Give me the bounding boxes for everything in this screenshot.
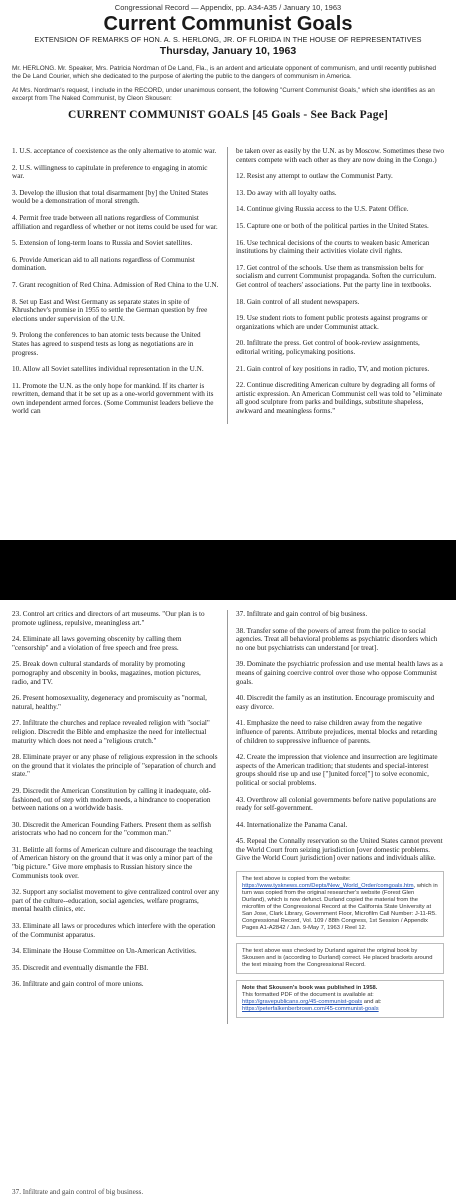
- goal-item: 10. Allow all Soviet satellites individual representation in the U.N.: [12, 365, 204, 374]
- intro-paragraph-2: At Mrs. Nordman's request, I include in the RECORD, under unanimous consent, the following "Current Communist Goals," which she identifies as an excerpt from The Naked Communist, by Cleon Skousen:: [12, 87, 435, 102]
- page-separator: [0, 540, 456, 600]
- goal-item: 43. Overthrow all colonial governments before native populations are ready for self-government.: [236, 795, 437, 813]
- source-note-lead: The text above is copied from the website:: [242, 876, 351, 883]
- goal-item: 39. Dominate the psychiatric profession and use mental health laws as a means of gaining coercive control over those who oppose Communist goals.: [236, 660, 443, 686]
- source-note-body: , which in turn was copied from the original researcher's website (Forest Glen Durland), which is now defunct. Durland copied the material from the microfilm of the Congressional Record at the California State University at San Jose, Clark Library, Government Floor, Microfilm Call Number: J-11-R5. Congressional Record, Vol. 109 / 88th Congress, 1st Session / Appendix Pages A1-A2842 / Jan. 9-May 7, 1963 / Reel 12.: [242, 883, 438, 932]
- goal-item: 33. Eliminate all laws or procedures which interfere with the operation of the Communist apparatus.: [12, 922, 216, 939]
- intro-paragraph-1: Mr. HERLONG. Mr. Speaker, Mrs. Patricia Nordman of De Land, Fla., is an ardent and articulate opponent of communism, and until recently published the De Land Courier, which she dedicated to the purpose of alerting the public to the dangers of communism in America.: [12, 65, 437, 80]
- page-2: [0, 600, 456, 1200]
- page-2-left-column: [12, 610, 228, 1024]
- source-note: [236, 871, 444, 937]
- goal-item: 31. Belittle all forms of American culture and discourage the teaching of American history on the ground that it was only a minor part of the "big picture." Give more emphasis to Russian history since the Communists took over.: [12, 845, 213, 880]
- goal-item: 18. Gain control of all student newspapers.: [236, 297, 360, 306]
- goal-item: 9. Prolong the conferences to ban atomic tests because the United States has agreed to suspend tests as long as negotiations are in progress.: [12, 331, 201, 357]
- publication-note-line: This formatted PDF of the document is available at:: [242, 992, 374, 999]
- page-2-right-goals: [236, 610, 444, 863]
- page-1-right-column: [228, 147, 444, 424]
- goal-item: 6. Provide American aid to all nations regardless of Communist domination.: [12, 255, 195, 273]
- goal-item: 26. Present homosexuality, degeneracy and promiscuity as "normal, natural, healthy.": [12, 694, 207, 711]
- goal-item: 34. Eliminate the House Committee on Un-American Activities.: [12, 947, 197, 956]
- goal-item: 19. Use student riots to foment public protests against programs or organizations which are under Communist attack.: [236, 314, 428, 331]
- goal-item: 20. Infiltrate the press. Get control of book-review assignments, editorial writing, policymaking positions.: [236, 339, 420, 356]
- goal-item: 8. Set up East and West Germany as separate states in spite of Khrushchev's promise in 1955 to settle the German question by free elections under supervision of the U.N.: [12, 297, 208, 323]
- goal-item: 11. Promote the U.N. as the only hope for mankind. If its charter is rewritten, demand that it be set up as a one-world government with its own independent armed forces. (Some Communist leaders believe the world can: [12, 381, 214, 416]
- goal-item: 27. Infiltrate the churches and replace revealed religion with "social" religion. Discredit the Bible and emphasize the need for intellectual maturity which does not need a "religious crutch.": [12, 719, 210, 745]
- goal-item: 44. Internationalize the Panama Canal.: [236, 820, 348, 829]
- goal-item: 32. Support any socialist movement to give centralized control over any part of the culture--education, social agencies, welfare programs, mental health clinics, etc.: [12, 888, 219, 914]
- page-1-columns: [12, 147, 444, 424]
- goal-item: 42. Create the impression that violence and insurrection are legitimate aspects of the American tradition; that students and special-interest groups should rise up and use ["]united force["] to solve economic, political or social problems.: [236, 753, 438, 787]
- goal-item: 2. U.S. willingness to capitulate in preference to engaging in atomic war.: [12, 163, 208, 181]
- page-2-columns: [12, 610, 444, 1024]
- goal-item: be taken over as easily by the U.N. as by Moscow. Sometimes these two centers compete with each other as they are now doing in the Congo.): [236, 147, 444, 164]
- cut-off-line: 37. Infiltrate and gain control of big business.: [12, 1188, 144, 1196]
- goal-item: 25. Break down cultural standards of morality by promoting pornography and obscenity in books, magazines, motion pictures, radio, and TV.: [12, 660, 201, 686]
- goal-item: 16. Use technical decisions of the courts to weaken basic American institutions by claiming their activities violate civil rights.: [236, 238, 430, 256]
- source-link[interactable]: https://www.tysknews.com/Depts/New_World_Order/comgoals.htm: [242, 883, 414, 890]
- goal-item: 24. Eliminate all laws governing obscenity by calling them "censorship" and a violation of free speech and free press.: [12, 635, 182, 652]
- goals-heading: CURRENT COMMUNIST GOALS [45 Goals - See Back Page]: [67, 109, 389, 121]
- pdf-link-2[interactable]: https://peterfalkenberbrown.com/45-communist-goals: [242, 1006, 379, 1013]
- intro: [0, 65, 456, 103]
- goal-item: 37. Infiltrate and gain control of big business.: [236, 610, 368, 618]
- page-title: Current Communist Goals: [103, 13, 353, 35]
- publication-note-and: and at:: [362, 999, 382, 1006]
- goal-item: 22. Continue discrediting American culture by degrading all forms of artistic expression. An American Communist cell was told to "eliminate all good sculpture from parks and buildings, substitute shapeless, awkward and meaningless forms.": [236, 381, 443, 415]
- record-citation: Congressional Record — Appendix, pp. A34-A35 / January 10, 1963: [114, 3, 342, 12]
- goal-item: 3. Develop the illusion that total disarmament [by] the United States would be a demonstration of moral strength.: [12, 188, 209, 206]
- goal-item: 40. Discredit the family as an institution. Encourage promiscuity and easy divorce.: [236, 694, 435, 711]
- goal-item: 13. Do away with all loyalty oaths.: [236, 188, 337, 197]
- publication-note-heading: Note that Skousen's book was published in 1958.: [242, 985, 378, 992]
- remarks-subtitle: EXTENSION OF REMARKS OF HON. A. S. HERLONG, JR. OF FLORIDA IN THE HOUSE OF REPRESENTATIVES: [34, 35, 422, 44]
- verification-note: The text above was checked by Durland against the original book by Skousen and is (according to Durland) correct. He placed brackets around the text missing from the Congressional Record.: [236, 943, 444, 974]
- goal-item: 41. Emphasize the need to raise children away from the negative influence of parents. Attribute prejudices, mental blocks and retarding of children to suppressive influence of parents.: [236, 719, 438, 745]
- goal-item: 30. Discredit the American Founding Fathers. Present them as selfish aristocrats who had no concern for the "common man.": [12, 820, 212, 838]
- goal-item: 29. Discredit the American Constitution by calling it inadequate, old-fashioned, out of step with modern needs, a hindrance to cooperation between nations on a worldwide basis.: [12, 786, 212, 813]
- goal-item: 45. Repeal the Connally reservation so the United States cannot prevent the World Court from seizing jurisdiction [over domestic problems. Give the World Court jurisdiction] over nations and individuals alike.: [236, 837, 443, 863]
- goal-item: 4. Permit free trade between all nations regardless of Communist affiliation and regardless of whether or not items could be used for war.: [12, 213, 218, 231]
- page-1: [0, 0, 456, 540]
- goal-item: 36. Infiltrate and gain control of more unions.: [12, 980, 144, 989]
- goal-item: 5. Extension of long-term loans to Russia and Soviet satellites.: [12, 239, 193, 248]
- goal-item: 35. Discredit and eventually dismantle the FBI.: [12, 963, 149, 972]
- publication-note: [236, 980, 444, 1018]
- pdf-link-1[interactable]: https://gravepublicans.org/45-communist-goals: [242, 999, 363, 1006]
- goal-item: 23. Control art critics and directors of art museums. "Our plan is to promote ugliness, repulsive, meaningless art.": [12, 610, 205, 627]
- goal-item: 12. Resist any attempt to outlaw the Communist Party.: [236, 172, 393, 181]
- goal-item: 15. Capture one or both of the political parties in the United States.: [236, 221, 429, 230]
- goal-item: 28. Eliminate prayer or any phase of religious expression in the schools on the ground that it violates the principle of "separation of church and state.": [12, 753, 218, 779]
- goal-item: 1. U.S. acceptance of coexistence as the only alternative to atomic war.: [12, 147, 217, 155]
- page-1-left-column: [12, 147, 228, 424]
- goal-item: 38. Transfer some of the powers of arrest from the police to social agencies. Treat all behavioral problems as psychiatric disorders which no one but psychiatrists can understand [or treat].: [236, 626, 438, 652]
- goal-item: 17. Get control of the schools. Use them as transmission belts for socialism and current Communist propaganda. Soften the curriculum. Get control of teachers' associations. Put the party line in textbooks.: [236, 263, 437, 289]
- record-date: Thursday, January 10, 1963: [159, 45, 297, 57]
- goal-item: 14. Continue giving Russia access to the U.S. Patent Office.: [236, 205, 409, 214]
- page-2-right-column: [228, 610, 444, 1024]
- goal-item: 7. Grant recognition of Red China. Admission of Red China to the U.N.: [12, 280, 219, 289]
- goal-item: 21. Gain control of key positions in radio, TV, and motion pictures.: [236, 364, 430, 373]
